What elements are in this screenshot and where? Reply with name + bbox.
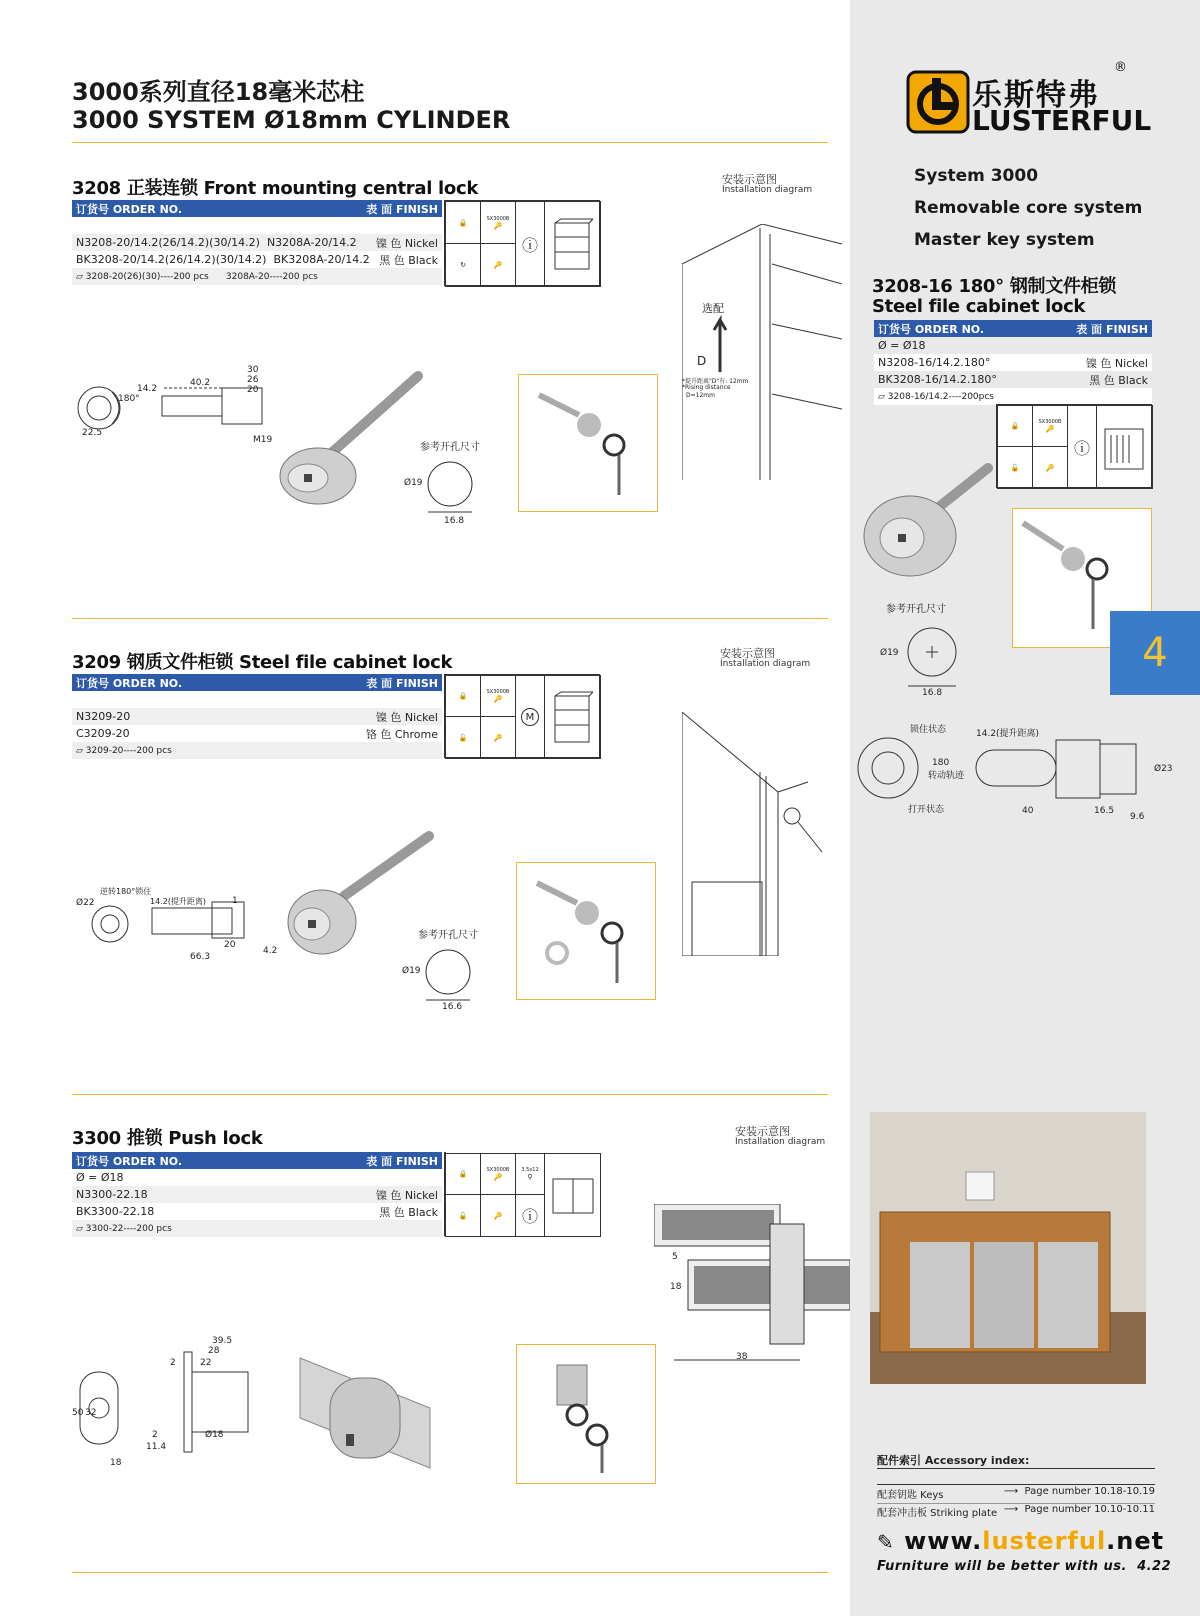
brand-logo-icon [906, 70, 970, 134]
lock-state-icon: 🔓 [445, 1194, 481, 1237]
feature-system: System 3000 [914, 166, 1039, 186]
pack-row: ▱ 3208-16/14.2----200pcs [874, 388, 1152, 405]
feature-icons-3208 [444, 200, 600, 286]
feature-icons-3208-16 [996, 404, 1152, 488]
order-row: C3209-20 铬 色 Chrome [76, 727, 438, 741]
pack-row: ▱ 3208-20(26)(30)----200 pcs 3208A-20----200 pcs [72, 268, 442, 285]
order-table-3208-16: 订货号 ORDER NO. 表 面 FINISH Ø = Ø18 N3208-16/14.2.180° 镍 色 Nickel BK3208-16/14.2.180° 黑 色 Black ▱ 3208-16/14.2----200pcs [874, 320, 1152, 405]
info-icon: ⓘ [515, 201, 545, 287]
order-row: N3208-20/14.2(26/14.2)(30/14.2) N3208A-20/14.2 镍 色 Nickel [72, 234, 442, 251]
info-icon: ⓘ [515, 1194, 545, 1237]
lock-body-icon: 🔒 [445, 201, 481, 244]
order-table-3209: 订货号 ORDER NO. 表 面 FINISH N3209-20 镍 色 Nickel C3209-20 铬 色 Chrome ▱ 3209-20----200 pcs [72, 674, 442, 759]
product-image-3209 [284, 826, 440, 964]
screw-icon: 3.5x12 ⚲ [515, 1153, 545, 1195]
accessory-row-striking-plate: 配套冲击板 Striking plate ⟶ Page number 10.10-10.11 [877, 1504, 1155, 1519]
brand-name-en: LUSTERFUL [972, 104, 1152, 137]
installation-diagram-3300 [654, 1204, 850, 1366]
section-title-3209: 3209 钢质文件柜锁 Steel file cabinet lock [72, 652, 453, 673]
order-row: N3208-16/14.2.180° 镍 色 Nickel [874, 354, 1152, 371]
rotate-icon: ↻ [445, 243, 481, 287]
feature-icons-3300 [444, 1152, 539, 1236]
key-icon: 🔑 [480, 1194, 516, 1237]
order-table-3208 [72, 200, 442, 285]
feature-icons-3209 [444, 674, 600, 758]
key-icon: 🔑 [480, 243, 516, 287]
core-icon: SX3000B 🔑 [480, 675, 516, 717]
core-icon: SX3000B 🔑 [1032, 405, 1068, 447]
order-row: N3300-22.18 镍 色 Nickel [72, 1186, 442, 1203]
cabinet-icon [544, 675, 601, 759]
section-title-3208-16: 3208-16 180° 钢制文件柜锁 [872, 276, 1117, 297]
pencil-icon: ✎ [877, 1530, 895, 1554]
section-subtitle-3208-16: Steel file cabinet lock [872, 296, 1086, 317]
master-icon: M [515, 675, 545, 759]
product-image-3208-16 [860, 452, 1000, 582]
brand-name-cn: 乐斯特弗 [972, 78, 1100, 113]
lock-body-icon: 🔒 [445, 675, 481, 717]
core-icon: SX3000B 🔑 [480, 1153, 516, 1195]
drawing-3300 [72, 1336, 272, 1466]
order-row: BK3300-22.18 黑 色 Black [76, 1205, 438, 1219]
key-icon: 🔑 [1032, 446, 1068, 489]
lock-body-icon: 🔒 [997, 405, 1033, 447]
order-table-header: 订货号 ORDER NO. 表 面 FINISH [72, 200, 442, 217]
website-link[interactable]: ✎ www.lusterful.net [877, 1527, 1165, 1555]
accessory-title: 配件索引 Accessory index: [877, 1454, 1030, 1467]
page-tab: 4 [1110, 611, 1200, 695]
key-photo-3208 [518, 374, 658, 512]
key-icon: 🔑 [480, 716, 516, 759]
tagline: Furniture will be better with us. 4.22 [877, 1559, 1172, 1574]
info-icon: ⓘ [1067, 405, 1097, 489]
order-row: BK3208-16/14.2.180° 黑 色 Black [878, 373, 1148, 387]
install-label-3209: 安装示意图 Installation diagram [720, 647, 811, 669]
feature-master-key: Master key system [914, 230, 1095, 250]
pack-row: ▱ 3209-20----200 pcs [72, 742, 442, 759]
cabinet-icon [544, 201, 601, 287]
install-label-3208: 安装示意图 Installation diagram [722, 173, 813, 195]
lock-state-icon: 🔓 [445, 716, 481, 759]
sliding-cabinet-icon [544, 1153, 601, 1237]
order-row: N3209-20 镍 色 Nickel [72, 708, 442, 725]
installation-diagram-3209 [682, 712, 838, 956]
page-title-en: 3000 SYSTEM Ø18mm CYLINDER [72, 106, 511, 134]
page-title-cn: 3000系列直径18毫米芯柱 [72, 78, 365, 106]
office-photo [870, 1112, 1146, 1384]
section-divider [72, 618, 828, 619]
key-photo-3300 [516, 1344, 656, 1484]
registered-mark: ® [1114, 60, 1127, 75]
drawing-3208-16 [852, 726, 1168, 826]
installation-diagram-3208 [682, 224, 842, 480]
lock-state-icon: 🔓 [997, 446, 1033, 489]
install-label-3300: 安装示意图 Installation diagram [735, 1125, 826, 1147]
cabinet-icon [1096, 405, 1153, 489]
section-title-3208: 3208 正装连锁 Front mounting central lock [72, 178, 479, 199]
core-icon: SX3000B 🔑 [480, 201, 516, 244]
section-divider [72, 1572, 828, 1573]
lock-body-icon: 🔒 [445, 1153, 481, 1195]
product-image-3300 [290, 1338, 440, 1478]
header-divider [72, 142, 828, 143]
order-row: BK3208-20/14.2(26/14.2)(30/14.2) BK3208A-20/14.2 黑 色 Black [76, 253, 438, 267]
order-table-3300: 订货号 ORDER NO. 表 面 FINISH Ø = Ø18 N3300-22.18 镍 色 Nickel BK3300-22.18 黑 色 Black ▱ 3300-22----200 pcs [72, 1152, 442, 1237]
key-photo-3209 [516, 862, 656, 1000]
section-title-3300: 3300 推锁 Push lock [72, 1128, 263, 1149]
section-divider [72, 1094, 828, 1095]
pack-row: ▱ 3300-22----200 pcs [72, 1220, 442, 1237]
brand-logo [906, 60, 1152, 138]
accessory-row-keys: 配套钥匙 Keys ⟶ Page number 10.18-10.19 [877, 1486, 1155, 1501]
feature-removable-core: Removable core system [914, 198, 1143, 218]
